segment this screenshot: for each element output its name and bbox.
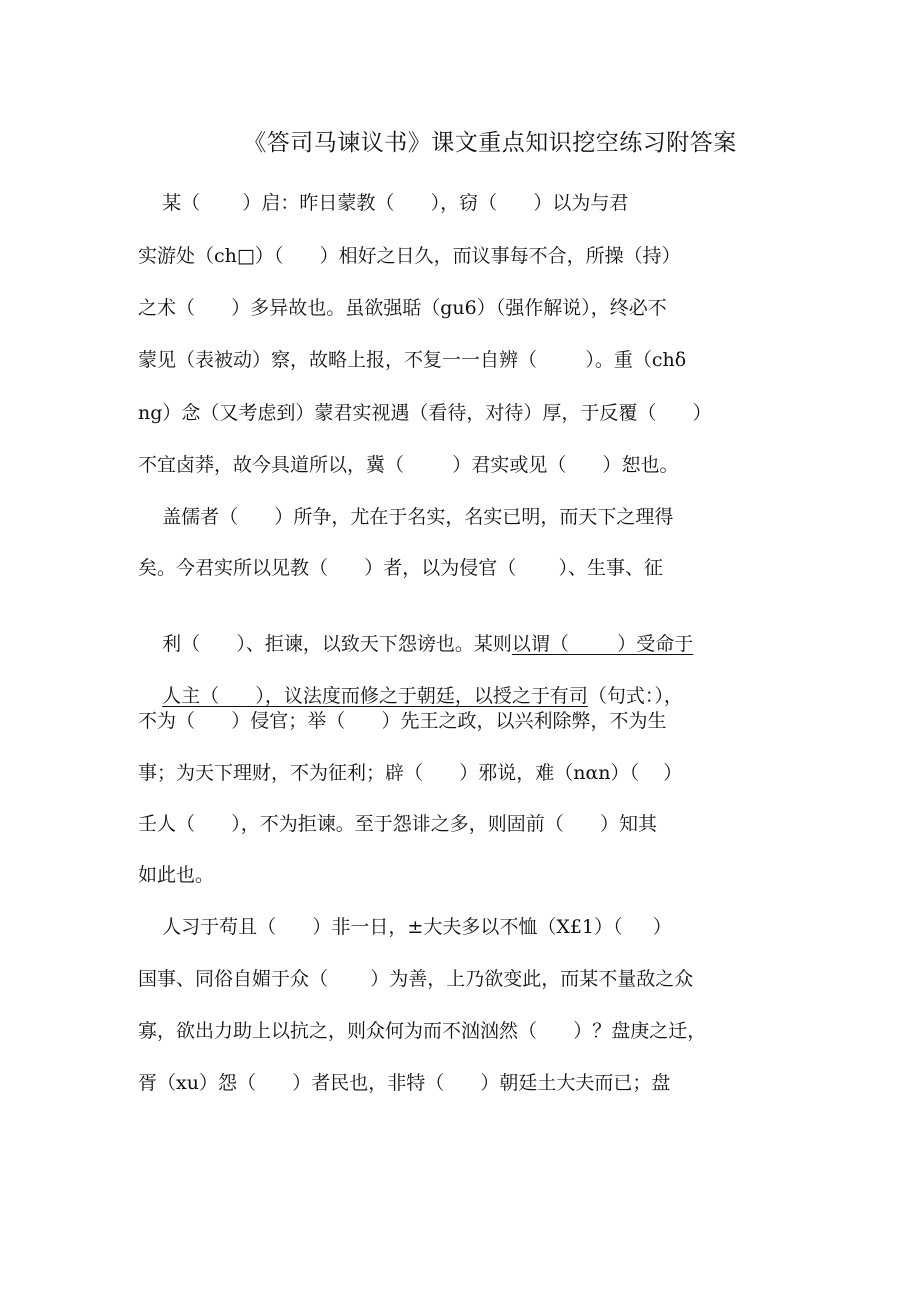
text-line: 矣。今君实所以见教（ ）者，以为侵官（ ）、生事、征	[138, 557, 664, 579]
text-line: 人习于苟且（ ）非一日，±大夫多以不恤（X£1）（ ）	[138, 916, 672, 938]
text-line: 盖儒者（ ）所争，尤在于名实，名实已明，而天下之理得	[138, 506, 674, 528]
text-line: 蒙见（表被动）察，故略上报，不复一一自辨（ ）。重（chδ	[138, 349, 687, 371]
underlined-text: 以谓（ ）受命于	[511, 633, 694, 655]
text-line: 胥（xu）怨（ ）者民也，非特（ ）朝廷土大夫而已；盘	[138, 1072, 671, 1094]
text-line: 不宜卤莽，故今具道所以，冀（ ）君实或见（ ）恕也。	[138, 454, 679, 476]
text-line: 某（ ）启：昨日蒙教（ ），窃（ ）以为与君	[138, 192, 629, 214]
text-segment: （句式：），	[587, 685, 683, 707]
text-line: 寡，欲出力助上以抗之，则众何为而不汹汹然（ ）？盘庚之迁，	[138, 1020, 707, 1042]
text-line: 如此也。	[138, 864, 215, 886]
text-line: 实游处（ch□）（ ）相好之日久，而议事每不合，所操（持）	[138, 245, 681, 267]
text-line: 国事、同俗自媚于众（ ）为善，上乃欲变此，而某不量敌之众	[138, 968, 694, 990]
text-line: 不为（ ）侵官；举（ ）先王之政，以兴利除弊，不为生	[138, 710, 667, 732]
underlined-text: 人主（ ），议法度而修之于朝廷，以授之于有司	[162, 685, 588, 707]
text-segment: 利（ ）、拒谏，以致天下怨谤也。某则	[162, 633, 512, 655]
text-line: 事；为天下理财，不为征利；辟（ ）邪说，难（nαn）（ ）	[138, 762, 683, 784]
page-title: 《答司马谏议书》课文重点知识挖空练习附答案	[243, 130, 737, 156]
text-line: 之术（ ）多异故也。虽欲强聒（gu6）（强作解说），终必不	[138, 297, 667, 319]
text-line: ng）念（又考虑到）蒙君实视遇（看待，对待）厚，于反覆（ ）	[138, 402, 712, 424]
text-line: 壬人（ ），不为拒谏。至于怨诽之多，则固前（ ）知其	[138, 813, 657, 835]
